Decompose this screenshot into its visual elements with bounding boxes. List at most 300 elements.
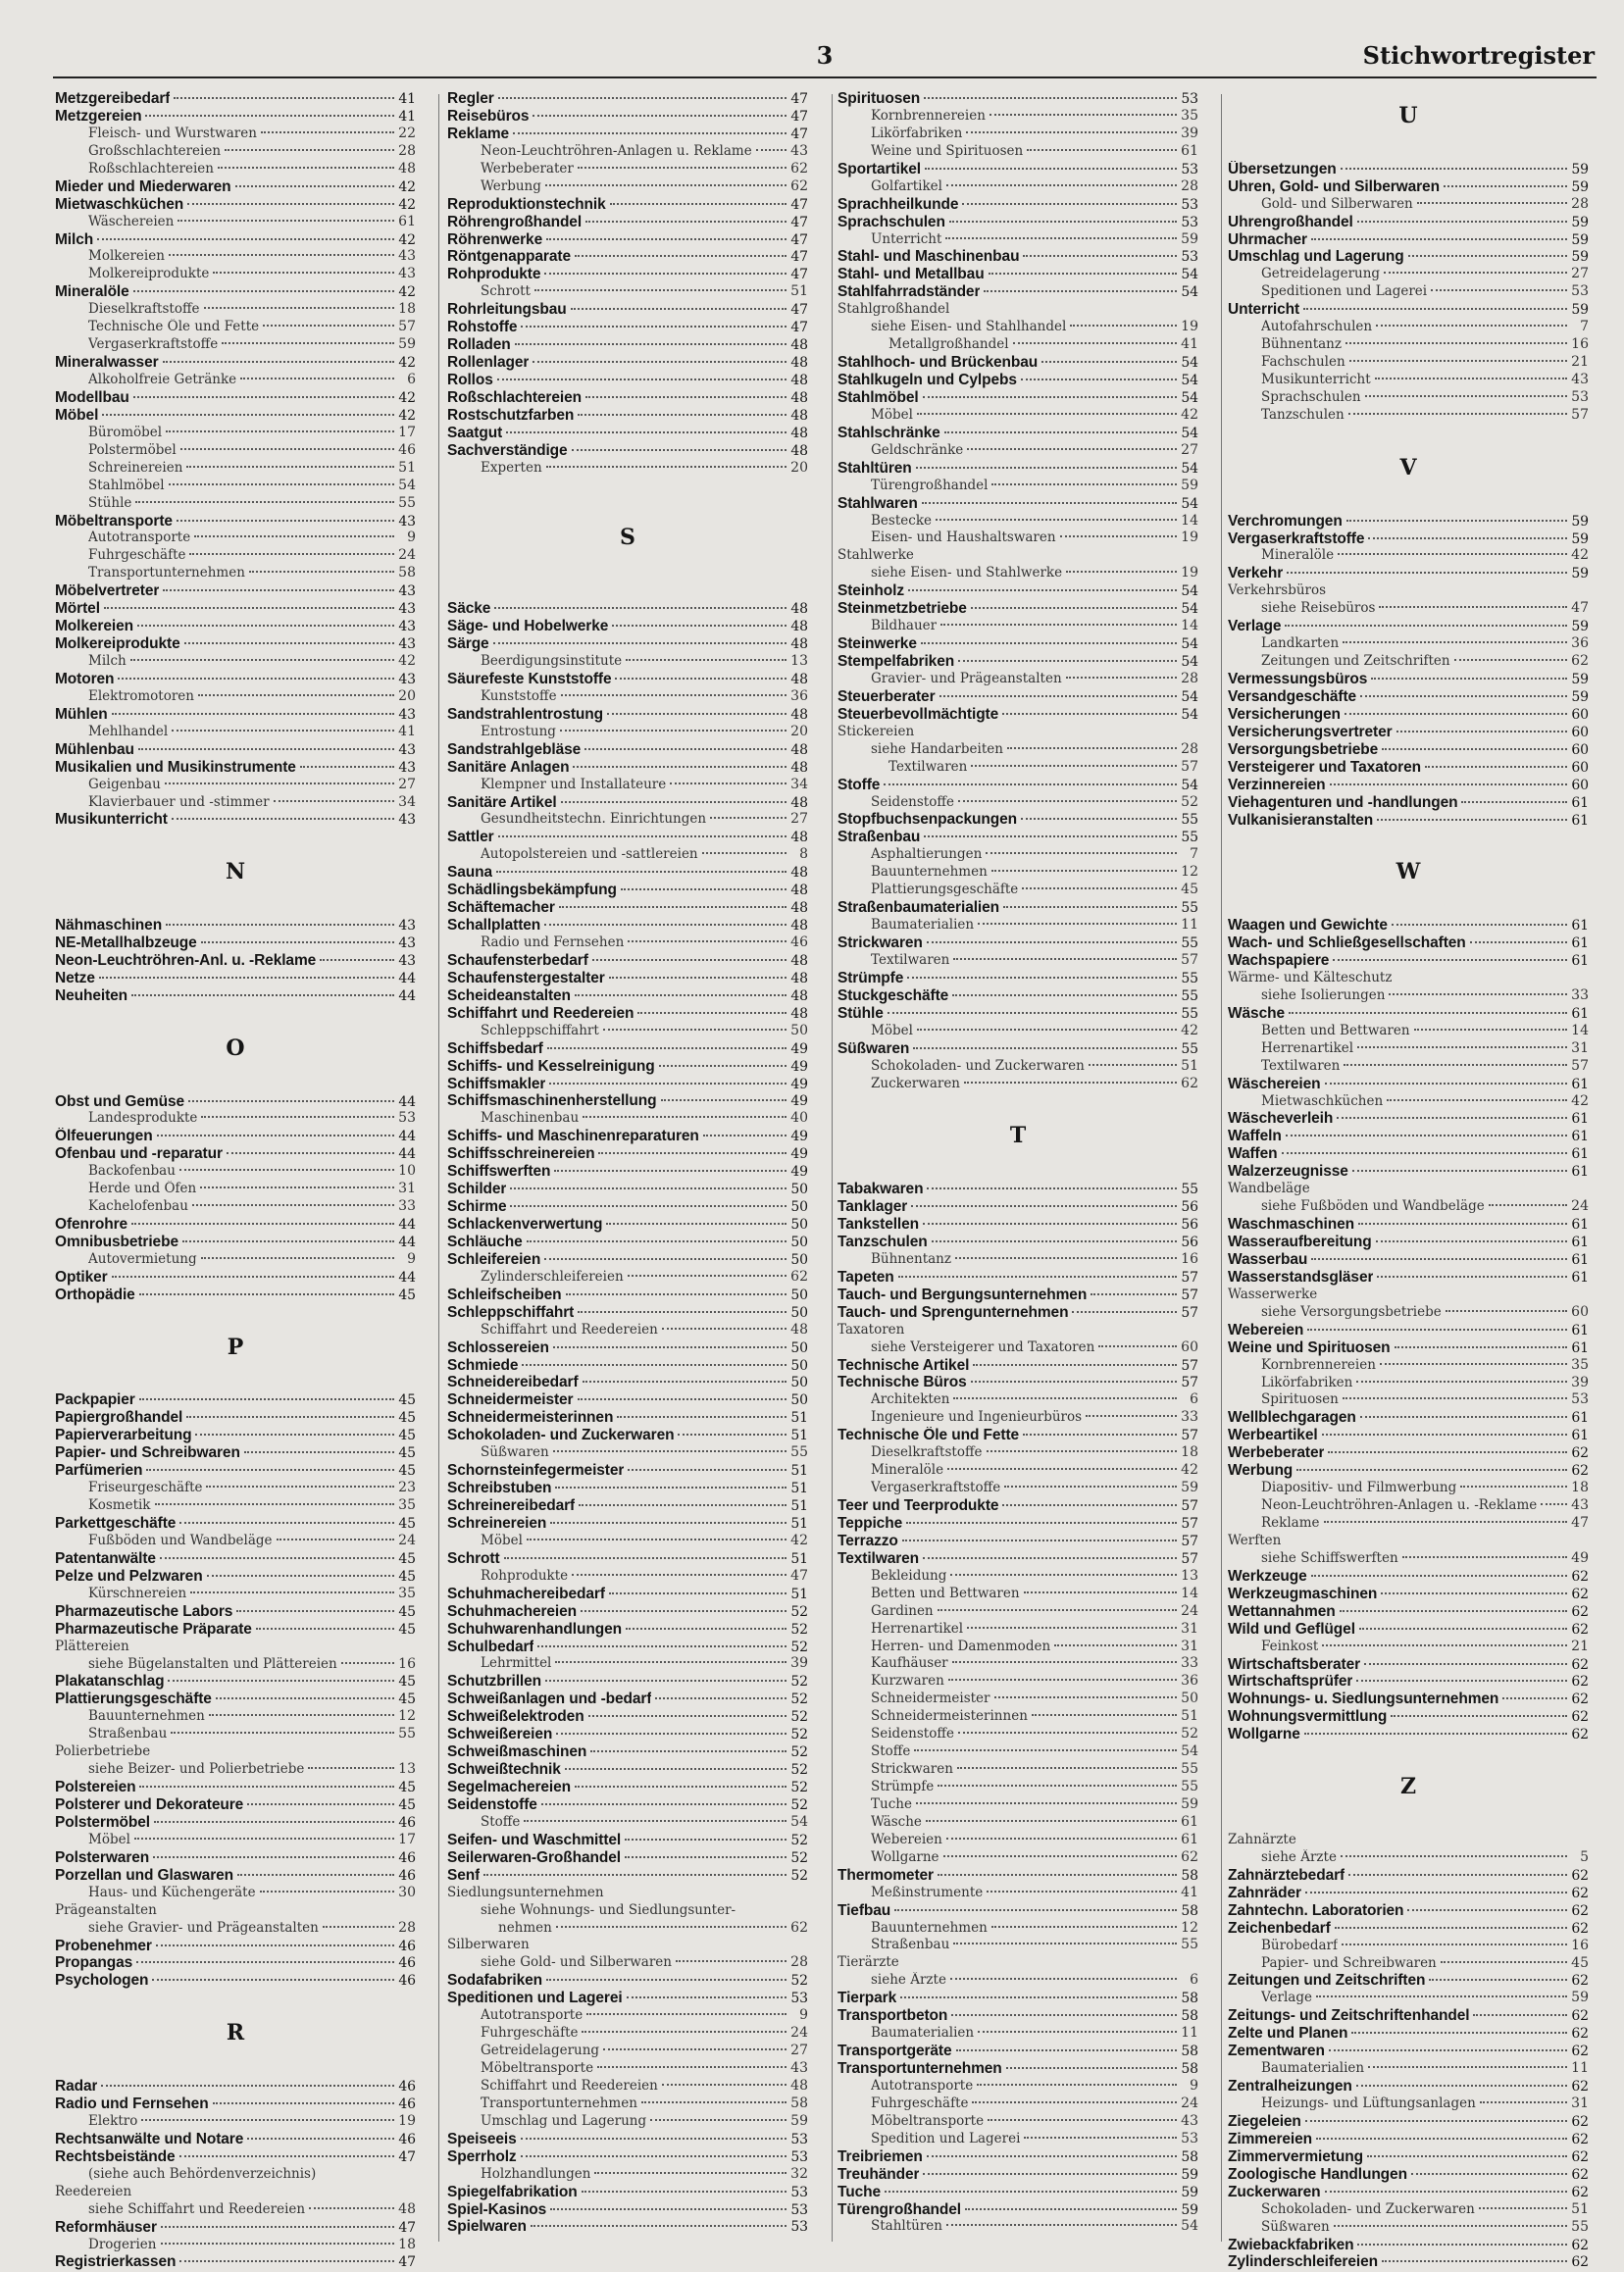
page-ref: 62 — [1571, 1867, 1589, 1884]
index-subentry — [837, 882, 1198, 899]
dot-leader — [575, 994, 787, 996]
index-entry — [447, 90, 808, 108]
page-ref: 34 — [398, 793, 416, 810]
entry-term: Vulkanisieranstalten — [1228, 811, 1374, 829]
dot-leader — [1387, 1099, 1567, 1101]
entry-term: Werkzeuge — [1228, 1567, 1307, 1585]
entry-term: siehe Eisen- und Stahlhandel — [871, 319, 1067, 335]
index-entry — [447, 319, 808, 336]
entry-term: Wasseraufbereitung — [1228, 1234, 1372, 1251]
index-entry — [837, 1374, 1198, 1391]
dot-leader — [1407, 1909, 1567, 1911]
entry-term: Ofenbau und -reparatur — [55, 1145, 223, 1163]
dot-leader — [510, 1205, 787, 1207]
index-subentry — [447, 688, 808, 706]
entry-term: Möbel — [871, 1022, 913, 1038]
entry-term: Obst und Gemüse — [55, 1092, 184, 1110]
index-subentry — [837, 1796, 1198, 1814]
page-ref: 53 — [1571, 283, 1589, 300]
dot-leader — [609, 977, 787, 979]
page-ref: 28 — [790, 1954, 808, 1971]
dot-leader — [172, 730, 394, 732]
entry-term: Schuhmachereibedarf — [447, 1585, 605, 1602]
dot-leader — [956, 2049, 1177, 2051]
page-ref: 42 — [398, 389, 416, 406]
page-ref: 62 — [1571, 653, 1589, 670]
page-ref: 44 — [398, 1093, 416, 1110]
dot-leader — [1070, 325, 1177, 327]
dot-leader — [1305, 1892, 1567, 1893]
spacer — [55, 1375, 416, 1392]
entry-term: Polstermöbel — [55, 1813, 150, 1831]
page-ref: 33 — [1181, 1655, 1198, 1672]
index-subentry — [55, 1533, 416, 1550]
entry-term: Süßwaren — [837, 1039, 910, 1057]
dot-leader — [923, 1557, 1177, 1559]
dot-leader — [884, 783, 1177, 785]
page-ref: 52 — [790, 1973, 808, 1990]
dot-leader — [957, 1767, 1177, 1769]
entry-term: Mehlhandel — [88, 723, 169, 739]
dot-leader — [546, 466, 787, 468]
index-subentry — [837, 1885, 1198, 1902]
dot-leader — [588, 1715, 787, 1717]
dot-leader — [309, 2207, 394, 2209]
entry-term: Schneidermeister — [447, 1391, 574, 1409]
page-ref: 47 — [398, 2219, 416, 2236]
page-ref: 55 — [1181, 935, 1198, 951]
index-subentry — [55, 565, 416, 582]
dot-leader — [1305, 2120, 1567, 2122]
entry-term: Autotransporte — [88, 530, 191, 546]
entry-term: Reproduktionstechnik — [447, 195, 606, 213]
page-ref: 16 — [1181, 1250, 1198, 1267]
index-subentry — [55, 1885, 416, 1902]
entry-term: Stahlgroßhandel — [837, 301, 950, 318]
index-entry — [447, 2131, 808, 2148]
page-ref: 46 — [398, 1867, 416, 1884]
entry-term: Bauunternehmen — [88, 1708, 205, 1725]
index-entry — [447, 1497, 808, 1515]
index-entry — [55, 970, 416, 987]
dot-leader — [546, 1979, 787, 1981]
dot-leader — [1502, 1697, 1567, 1699]
dot-leader — [139, 1786, 394, 1788]
entry-term: Sanitäre Anlagen — [447, 758, 570, 776]
page-ref: 54 — [1181, 460, 1198, 477]
entry-term: Wäscheverleih — [1228, 1110, 1334, 1128]
dot-leader — [553, 1346, 787, 1348]
index-entry — [837, 2166, 1198, 2184]
dot-leader — [204, 307, 394, 309]
entry-term: Zeichenbedarf — [1228, 1919, 1331, 1937]
index-entry — [55, 811, 416, 829]
index-entry — [447, 1181, 808, 1198]
dot-leader — [1380, 1363, 1567, 1365]
dot-leader — [308, 1767, 394, 1769]
page-ref: 46 — [398, 2096, 416, 2112]
page-ref: 48 — [790, 741, 808, 758]
dot-leader — [544, 273, 787, 275]
reference-term — [1228, 1287, 1589, 1304]
page-ref: 16 — [1571, 1937, 1589, 1953]
spacer — [1228, 829, 1589, 846]
dot-leader — [171, 1732, 394, 1734]
index-entry — [447, 1673, 808, 1691]
entry-term: Beerdigungsinstitute — [481, 653, 623, 670]
entry-term: Schutzbrillen — [447, 1673, 542, 1691]
entry-term: Viehagenturen und -handlungen — [1228, 793, 1458, 811]
dot-leader — [1322, 1434, 1567, 1436]
index-entry — [837, 1216, 1198, 1234]
entry-term: Technische Öle und Fette — [88, 319, 260, 335]
reference-term — [1228, 1533, 1589, 1550]
page-ref: 31 — [398, 1181, 416, 1197]
index-subentry — [55, 478, 416, 495]
page-ref: 48 — [790, 442, 808, 459]
entry-term: Steinholz — [837, 582, 904, 600]
index-subentry — [447, 2078, 808, 2095]
index-subentry — [55, 2201, 416, 2219]
page-ref: 51 — [790, 1410, 808, 1427]
index-entry — [447, 600, 808, 618]
entry-term: Transportunternehmen — [88, 565, 245, 581]
entry-term: Wollgarne — [1228, 1726, 1300, 1743]
page-ref: 27 — [1181, 441, 1198, 458]
entry-term: siehe Schiffswerften — [1261, 1549, 1398, 1566]
dot-leader — [1357, 221, 1567, 223]
page-ref: 62 — [790, 177, 808, 194]
index-entry — [1228, 1444, 1589, 1462]
index-entry — [55, 1093, 416, 1111]
page-ref: 42 — [398, 231, 416, 248]
entry-term: Stuckgeschäfte — [837, 986, 949, 1004]
index-subentry — [837, 178, 1198, 196]
entry-term: Radio und Fernsehen — [55, 2095, 209, 2112]
page-ref: 14 — [1181, 1585, 1198, 1601]
dot-leader — [921, 642, 1177, 644]
index-subentry — [837, 1972, 1198, 1990]
index-entry — [55, 90, 416, 108]
dot-leader — [216, 1697, 394, 1699]
entry-term: Treuhänder — [837, 2165, 920, 2183]
entry-term: Straßenbaumaterialien — [837, 899, 1000, 917]
entry-term: Molkereien — [55, 618, 133, 635]
page-ref: 52 — [790, 1709, 808, 1726]
entry-term: Waffen — [1228, 1145, 1278, 1163]
entry-term: Regler — [447, 90, 494, 107]
entry-term: Tierärzte — [837, 1954, 899, 1971]
page-ref: 28 — [398, 1919, 416, 1936]
entry-term: Orthopädie — [55, 1286, 135, 1303]
index-entry — [1228, 1234, 1589, 1251]
dot-leader — [190, 1591, 394, 1593]
index-entry — [837, 2043, 1198, 2060]
dot-leader — [556, 1733, 787, 1735]
dot-leader — [260, 1891, 394, 1893]
entry-term: Versicherungsvertreter — [1228, 723, 1393, 740]
page-ref: 44 — [398, 1269, 416, 1286]
entry-term: Transportbeton — [837, 2007, 948, 2025]
page-ref: 51 — [790, 1428, 808, 1444]
entry-term: siehe Schiffahrt und Reedereien — [88, 2200, 306, 2217]
page-ref: 46 — [398, 1955, 416, 1972]
dot-leader — [101, 2085, 394, 2087]
page-ref: 52 — [790, 1674, 808, 1691]
dot-leader — [917, 413, 1177, 415]
entry-term: Papiergroßhandel — [55, 1409, 183, 1427]
index-subentry — [55, 530, 416, 547]
page-ref: 21 — [1571, 354, 1589, 371]
index-subentry — [1228, 354, 1589, 372]
index-entry — [447, 1058, 808, 1076]
entry-term: Wachspapiere — [1228, 952, 1330, 970]
dot-leader — [1359, 1628, 1567, 1630]
index-subentry — [837, 1708, 1198, 1726]
page-ref: 45 — [398, 1516, 416, 1533]
index-subentry — [1228, 987, 1589, 1005]
index-entry — [1228, 1656, 1589, 1674]
page-ref: 39 — [790, 1655, 808, 1672]
page-ref: 50 — [790, 1357, 808, 1374]
page-ref: 53 — [1181, 2130, 1198, 2146]
entry-term: Straßenbau — [837, 829, 921, 846]
dot-leader — [130, 659, 394, 661]
dot-leader — [134, 1838, 394, 1840]
index-entry — [55, 671, 416, 688]
index-subentry — [1228, 283, 1589, 301]
page-ref: 50 — [790, 1304, 808, 1321]
entry-term: Möbel — [88, 1831, 130, 1847]
dot-leader — [169, 483, 394, 485]
page-ref: 59 — [1571, 1990, 1589, 2006]
dot-leader — [1431, 289, 1567, 291]
index-subentry — [55, 425, 416, 442]
index-subentry — [837, 1586, 1198, 1603]
page-ref: 61 — [1571, 1076, 1589, 1092]
dot-leader — [1470, 941, 1567, 943]
index-entry — [1228, 2184, 1589, 2201]
page-ref: 42 — [1181, 1462, 1198, 1479]
dot-leader — [923, 1223, 1177, 1225]
entry-term: Zeitungen und Zeitschriften — [1261, 653, 1450, 670]
dot-leader — [923, 396, 1177, 398]
page-ref: 55 — [1181, 830, 1198, 846]
index-entry — [1228, 741, 1589, 759]
dot-leader — [189, 553, 394, 555]
entry-term: Kachelofenbau — [88, 1198, 188, 1215]
page-ref: 43 — [790, 2060, 808, 2077]
page-ref: 31 — [1571, 2095, 1589, 2111]
index-entry — [1228, 1163, 1589, 1181]
dot-leader — [911, 1205, 1177, 1207]
dot-leader — [926, 1820, 1177, 1822]
index-entry — [55, 1216, 416, 1234]
index-subentry — [837, 2095, 1198, 2113]
entry-term: Umschlag und Lagerung — [481, 2112, 647, 2129]
index-entry — [837, 1304, 1198, 1322]
page-ref: 48 — [790, 407, 808, 424]
page-ref: 51 — [1181, 1708, 1198, 1725]
index-entry — [837, 354, 1198, 372]
entry-term: Reklame — [447, 125, 510, 142]
page-ref: 54 — [1181, 688, 1198, 705]
entry-term: Technische Öle und Fette — [837, 1427, 1020, 1444]
page-ref: 12 — [1181, 1919, 1198, 1936]
page-ref: 62 — [1571, 1463, 1589, 1480]
dot-leader — [1091, 1293, 1177, 1295]
entry-term: Klavierbauer und -stimmer — [88, 793, 270, 810]
index-subentry — [837, 952, 1198, 970]
index-subentry — [447, 2043, 808, 2060]
entry-term: Wandbeläge — [1228, 1181, 1310, 1197]
reference-term — [55, 1902, 416, 1920]
spacer — [447, 582, 808, 600]
entry-term: Zimmervermietung — [1228, 2147, 1363, 2165]
entry-term: Schiffahrt und Reedereien — [447, 1004, 634, 1022]
entry-term: Vergaserkraftstoffe — [871, 1480, 1001, 1496]
index-entry — [447, 1743, 808, 1761]
dot-leader — [1296, 1469, 1567, 1471]
dot-leader — [145, 115, 394, 117]
page-ref: 24 — [1571, 1198, 1589, 1215]
entry-term: Rohprodukte — [447, 266, 541, 283]
entry-term: Schleifereien — [447, 1250, 541, 1268]
entry-term: Straßenbau — [871, 1937, 950, 1953]
index-subentry — [55, 1761, 416, 1779]
index-entry — [447, 618, 808, 635]
index-subentry — [1228, 1391, 1589, 1409]
page-ref: 55 — [1181, 987, 1198, 1004]
entry-term: Milch — [88, 653, 127, 669]
reference-term — [1228, 1181, 1589, 1198]
entry-term: Möbel — [481, 1532, 523, 1548]
index-subentry — [55, 794, 416, 812]
index-subentry — [55, 777, 416, 794]
page-ref: 48 — [790, 987, 808, 1004]
dot-leader — [987, 1891, 1177, 1893]
page-number: 3 — [816, 41, 834, 70]
entry-term: Polstereien — [55, 1779, 136, 1796]
dot-leader — [621, 888, 787, 890]
dot-leader — [1289, 1012, 1567, 1014]
page-ref: 54 — [1181, 373, 1198, 388]
page-ref: 57 — [1181, 1533, 1198, 1549]
entry-term: Seidenstoffe — [871, 1726, 954, 1742]
page-ref: 62 — [1571, 1727, 1589, 1743]
page-ref: 52 — [790, 1639, 808, 1655]
dot-leader — [1041, 361, 1177, 363]
entry-term: Meßinstrumente — [871, 1884, 984, 1900]
entry-term: Bürobedarf — [1261, 1937, 1338, 1953]
index-entry — [1228, 1972, 1589, 1990]
index-entry — [447, 2148, 808, 2166]
page-ref: 54 — [1181, 654, 1198, 670]
entry-term: Wellblechgaragen — [1228, 1409, 1356, 1427]
entry-term: Rechtsanwälte und Notare — [55, 2130, 244, 2147]
page-ref: 45 — [398, 1392, 416, 1409]
page-ref: 17 — [398, 1831, 416, 1847]
dot-leader — [161, 2243, 395, 2245]
dot-leader — [277, 1539, 394, 1540]
index-subentry — [837, 478, 1198, 495]
entry-term: Roßschlachtereien — [88, 160, 214, 177]
page-ref: 6 — [1190, 1972, 1198, 1989]
page-ref: 53 — [1571, 1391, 1589, 1408]
entry-term: Herrenartikel — [871, 1620, 964, 1637]
entry-term: Spedition und Lagerei — [871, 2130, 1021, 2146]
dot-leader — [180, 448, 394, 450]
entry-term: Neon-Leuchtröhren-Anl. u. -Reklame — [55, 951, 317, 969]
page-ref: 47 — [1571, 600, 1589, 617]
index-entry — [447, 1832, 808, 1849]
page-ref: 51 — [1181, 1057, 1198, 1074]
index-subentry — [447, 1655, 808, 1673]
page-ref: 62 — [1571, 1603, 1589, 1620]
page-ref: 6 — [407, 372, 416, 387]
entry-term: Vergaserkraftstoffe — [88, 336, 219, 353]
page-ref: 42 — [398, 407, 416, 424]
index-entry — [447, 1515, 808, 1533]
page-ref: 55 — [790, 1444, 808, 1461]
index-subentry — [837, 565, 1198, 582]
entry-term: Wirtschaftsberater — [1228, 1655, 1361, 1673]
dot-leader — [1395, 1346, 1567, 1348]
dot-leader — [533, 361, 787, 363]
dot-leader — [174, 97, 394, 99]
index-entry — [447, 864, 808, 882]
dot-leader — [1023, 1434, 1177, 1436]
page-ref: 24 — [398, 547, 416, 564]
entry-term: Ölfeuerungen — [55, 1128, 153, 1145]
dot-leader — [1023, 255, 1177, 257]
index-entry — [1228, 161, 1589, 178]
index-subentry — [1228, 600, 1589, 618]
entry-term: Parkettgeschäfte — [55, 1515, 177, 1533]
entry-term: Fußböden und Wandbeläge — [88, 1532, 273, 1548]
entry-term: Autotransporte — [871, 2077, 974, 2094]
page-ref: 56 — [1181, 1217, 1198, 1234]
entry-term: Pharmazeutische Labors — [55, 1602, 233, 1620]
entry-term: siehe Versorgungsbetriebe — [1261, 1303, 1442, 1320]
index-entry — [1228, 301, 1589, 319]
page-ref: 43 — [398, 636, 416, 653]
dot-leader — [188, 1100, 394, 1102]
entry-term: Straßenbau — [88, 1726, 168, 1742]
entry-term: Stahlmöbel — [88, 477, 165, 493]
page-ref: 19 — [398, 2112, 416, 2129]
entry-term: Sauna — [447, 864, 493, 882]
page-ref: 42 — [1571, 1092, 1589, 1109]
entry-term: Saatgut — [447, 424, 503, 441]
dot-leader — [987, 1450, 1177, 1452]
index-subentry — [837, 1409, 1198, 1427]
page-ref: 42 — [398, 178, 416, 195]
dot-leader — [179, 2260, 394, 2262]
entry-term: Klempner und Installateure — [481, 776, 667, 792]
index-entry — [1228, 1867, 1589, 1885]
entry-term: Netze — [55, 969, 95, 986]
entry-term: Optiker — [55, 1268, 108, 1286]
index-subentry — [447, 2095, 808, 2113]
dot-leader — [549, 1083, 787, 1085]
entry-term: Stahlfahrradständer — [837, 283, 981, 301]
index-entry — [1228, 2237, 1589, 2254]
page-ref: 44 — [398, 1146, 416, 1163]
page-ref: 48 — [398, 2200, 416, 2217]
entry-term: siehe Wohnungs- und Siedlungsunter- — [481, 1901, 736, 1918]
dot-leader — [139, 1398, 394, 1400]
